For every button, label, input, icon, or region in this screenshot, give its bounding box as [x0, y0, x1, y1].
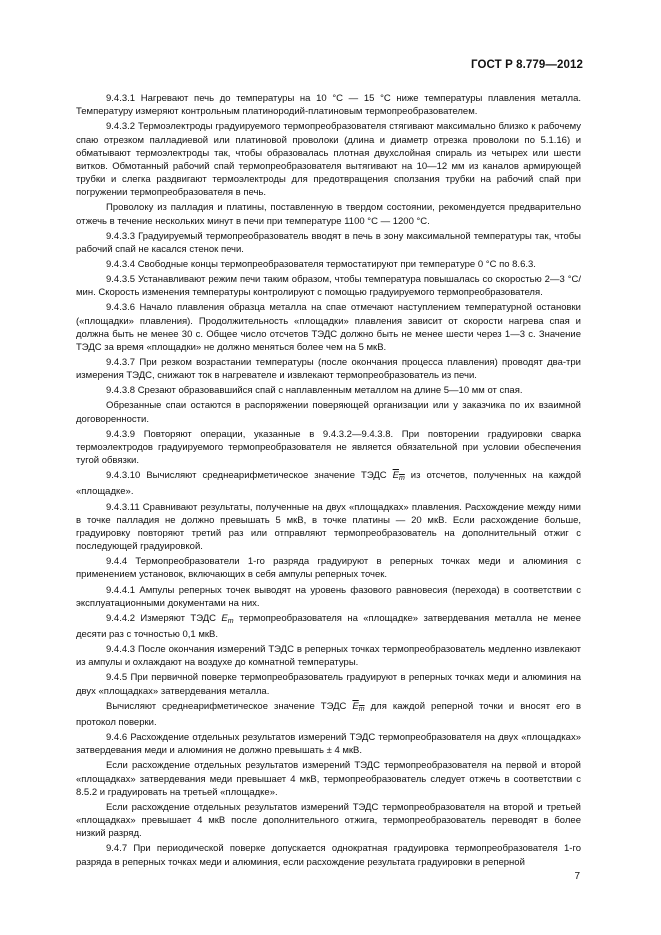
paragraph-text-after: из отсчетов, полученных на каждой «площадке».	[76, 470, 582, 498]
symbol-subscript: т	[227, 617, 234, 625]
paragraph-9-4-3-2: 9.4.3.2 Термоэлектроды градуируемого термопреобразователя стягивают максимально близко к рабочему спаю отрезком палладиевой или платиновой проволоки (длина и диаметр отрезка проволоки по 5.1.16) и обматывают термоэлектроды так, чтобы образовалась плотная двухслойная спираль из четырех или шести витков. Обмотанный рабочий спай термопреобразователя вытягивают на 10—12 мм из каналов армирующей трубки и слегка раздвигают термоэлектроды для предотвращения сползания трубки на рабочий спай при погружении термопреобразователя в печь.	[76, 121, 581, 199]
paragraph-cut-junctions: Обрезанные спаи остаются в распоряжении поверяющей организации или у заказчика по их взаимной договоренности.	[76, 400, 581, 425]
paragraph-9-4-3-10	[76, 469, 581, 498]
paragraph-9-4-6: 9.4.6 Расхождение отдельных результатов измерений ТЭДС термопреобразователя на двух «площадках» затвердевания меди и алюминия не должно превышать ± 4 мкВ.	[76, 732, 581, 757]
mean-emf-symbol	[393, 470, 405, 481]
paragraph-text-before: Вычисляют среднеарифметическое значение ТЭДС	[106, 700, 353, 712]
paragraph-9-4-3-4: 9.4.3.4 Свободные концы термопреобразователя термостатируют при температуре 0 °С по 8.6.3.	[106, 259, 536, 270]
paragraph-9-4-3-1: 9.4.3.1 Нагревают печь до температуры на 10 °С — 15 °С ниже температуры плавления металла. Температуру измеряют контрольным платинородий-платиновым термопреобразователем.	[76, 93, 581, 118]
symbol-letter: E	[352, 700, 359, 712]
paragraph-annealing-note: Проволоку из палладия и платины, поставленную в твердом состоянии, рекомендуется предварительно отжечь в течение нескольких минут в печи при температуре 1100 °С — 1200 °С.	[76, 202, 581, 227]
paragraph-9-4-3-6: 9.4.3.6 Начало плавления образца металла на спае отмечают наступлением температурной остановки («площадки» плавления). Продолжительность «площадки» плавления зависит от скорости нагрева спая и должна быть не менее 30 с. Общее число отсчетов ТЭДС должно быть не менее шести через 1—3 с. Значение ТЭДС за время «площадки» не должно меняться более чем на 5 мкВ.	[76, 302, 581, 353]
page-number: 7	[574, 871, 580, 882]
paragraph-9-4-3-11: 9.4.3.11 Сравнивают результаты, полученные на двух «площадках» плавления. Расхождение между ними в точке палладия не должно превышать 5 мкВ, в точке платины — 20 мкВ. Если расхождение больше, градуировку повторяют третий раз или отправляют термопреобразователь на дополнительный отжиг с последующей градуировкой.	[76, 501, 581, 553]
paragraph-text-after: для каждой реперной точки и вносят его в протокол поверки.	[76, 700, 581, 728]
symbol-letter: E	[392, 470, 399, 482]
paragraph-9-4-4-1: 9.4.4.1 Ампулы реперных точек выводят на уровень фазового равновесия (перехода) в соответствии с эксплуатационными документами на них.	[76, 584, 581, 609]
emf-symbol	[221, 613, 233, 624]
paragraph-text-before: 9.4.3.10 Вычисляют среднеарифметическое значение ТЭДС	[106, 470, 393, 482]
paragraph-text-after: термопреобразователя на «площадке» затвердевания металла не менее десяти раз с точностью 0,1 мкВ.	[76, 612, 581, 641]
paragraph-9-4-5: 9.4.5 При первичной поверке термопреобразователь градуируют в реперных точках меди и алюминия на двух «площадках» затвердевания металла.	[76, 672, 581, 697]
document-body	[76, 92, 581, 871]
symbol-subscript: т	[358, 705, 365, 713]
paragraph-9-4-3-7: 9.4.3.7 При резком возрастании температуры (после окончания процесса плавления) проводят два-три измерения ТЭДС, снижают ток в нагревателе и извлекают термопреобразователь из печи.	[76, 357, 581, 382]
paragraph-9-4-4: 9.4.4 Термопреобразователи 1-го разряда градуируют в реперных точках меди и алюминия с применением установок, включающих в себя ампулы реперных точек.	[76, 556, 581, 581]
paragraph-downgrade: Если расхождение отдельных результатов измерений ТЭДС термопреобразователя на второй и третьей «площадках» превышает 4 мкВ после дополнительного отжига, термопреобразователь переводят в более низкий разряд.	[76, 801, 581, 840]
paragraph-9-4-3-8: 9.4.3.8 Срезают образовавшийся спай с наплавленным металлом на длине 5—10 мм от спая.	[106, 385, 523, 397]
paragraph-copper-discrepancy: Если расхождение отдельных результатов измерений ТЭДС термопреобразователя на первой и второй «площадках» затвердевания меди превышает 4 мкВ, термопреобразователь следует отжечь в соответствии с 8.5.2 и градуировать на третьей «площадке».	[76, 760, 581, 798]
paragraph-mean-ref-points	[76, 700, 581, 729]
paragraph-text-before: 9.4.4.2 Измеряют ТЭДС	[106, 612, 222, 624]
mean-emf-symbol	[352, 701, 364, 712]
symbol-letter: E	[221, 612, 228, 624]
standard-header: ГОСТ Р 8.779—2012	[471, 59, 583, 71]
paragraph-9-4-4-2	[76, 612, 581, 641]
paragraph-9-4-3-3: 9.4.3.3 Градуируемый термопреобразователь вводят в печь в зону максимальной температуры так, чтобы рабочий спай не касался стенок печи.	[76, 230, 581, 255]
paragraph-9-4-7: 9.4.7 При периодической поверке допускается однократная градуировка термопреобразователя 1-го разряда в реперных точках меди и алюминия, если расхождение результата градуировки в реперной	[76, 843, 581, 868]
symbol-subscript: т	[398, 475, 405, 483]
paragraph-9-4-3-9: 9.4.3.9 Повторяют операции, указанные в 9.4.3.2—9.4.3.8. При повторении градуировки сварка термоэлектродов градуируемого термопреобразователя не является обязательной при условии обеспечения тугой обвязки.	[76, 428, 581, 467]
paragraph-9-4-3-5: 9.4.3.5 Устанавливают режим печи таким образом, чтобы температура повышалась со скоростью 2—3 °С/мин. Скорость изменения температуры контролируют с помощью градуируемого термопреобразователя.	[76, 274, 581, 299]
paragraph-9-4-4-3: 9.4.4.3 После окончания измерений ТЭДС в реперных точках термопреобразователь медленно извлекают из ампулы и охлаждают на воздухе до комнатной температуры.	[76, 644, 581, 669]
